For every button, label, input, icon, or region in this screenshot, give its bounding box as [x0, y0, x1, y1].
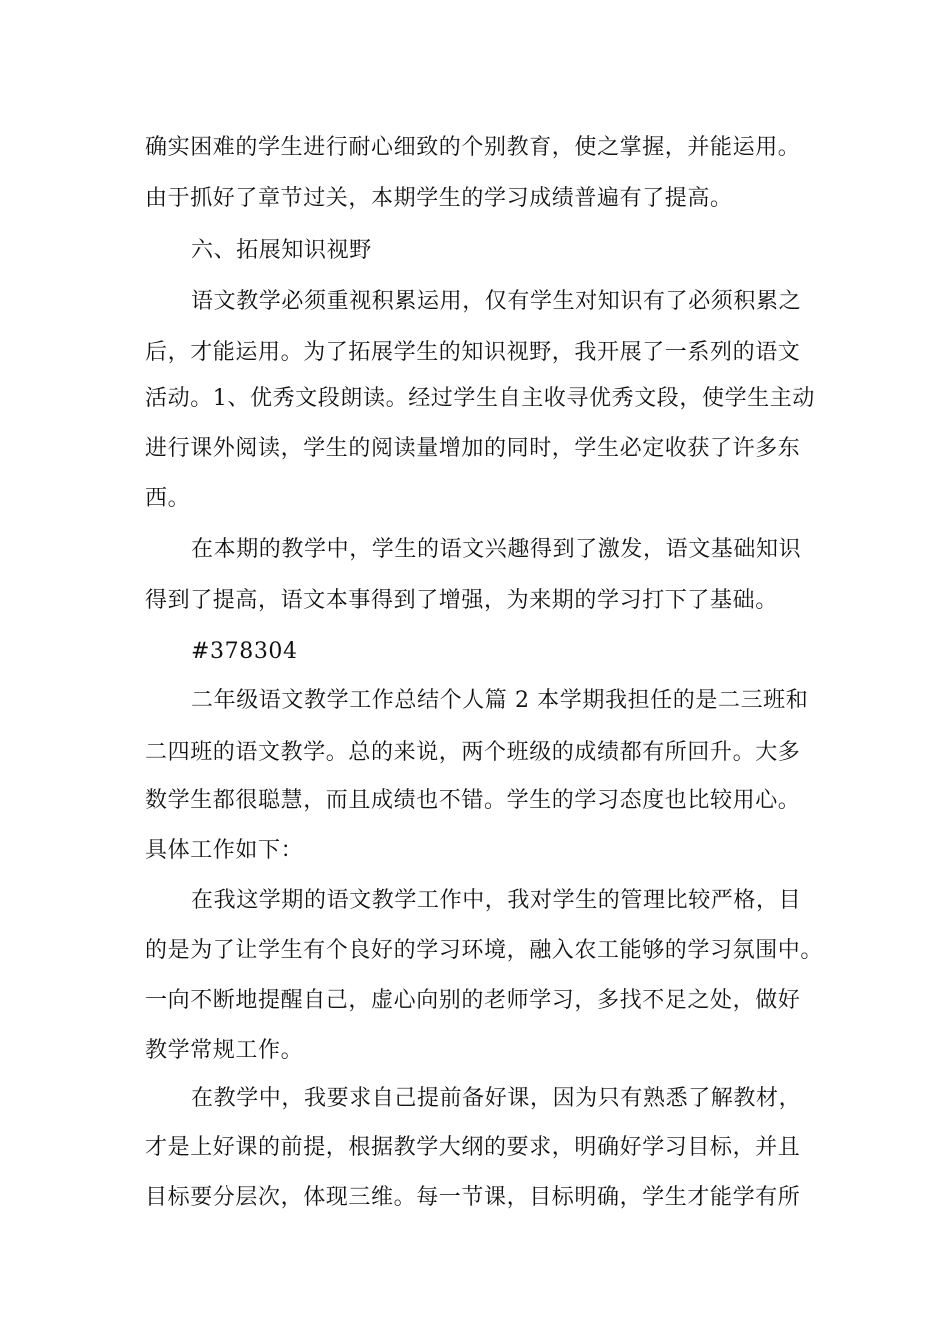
text-line: 具体工作如下：: [145, 838, 304, 863]
text-line: 一向不断地提醒自己，虚心向别的老师学习，多找不足之处，做好: [145, 988, 801, 1013]
text-line: 后，才能运用。为了拓展学生的知识视野，我开展了一系列的语文: [145, 340, 801, 365]
text-line: 二四班的语文教学。总的来说，两个班级的成绩都有所回升。大多: [145, 740, 801, 765]
text-line: 教学常规工作。: [145, 1038, 304, 1063]
text-line: 确实困难的学生进行耐心细致的个别教育，使之掌握，并能运用。: [145, 135, 801, 160]
text-line: 在我这学期的语文教学工作中，我对学生的管理比较严格，目: [191, 888, 802, 913]
text-line: 语文教学必须重视积累运用，仅有学生对知识有了必须积累之: [191, 289, 802, 314]
section-heading: 六、拓展知识视野: [191, 238, 372, 263]
text-line: 数学生都很聪慧，而且成绩也不错。学生的学习态度也比较用心。: [145, 788, 801, 813]
text-line: 活动。1、优秀文段朗读。经过学生自主收寻优秀文段，使学生主动: [145, 386, 815, 411]
text-line: 由于抓好了章节过关，本期学生的学习成绩普遍有了提高。: [145, 186, 733, 211]
text-line: 西。: [145, 486, 191, 511]
text-line: 的是为了让学生有个良好的学习环境，融入农工能够的学习氛围中。: [145, 938, 824, 963]
text-line: 在教学中，我要求自己提前备好课，因为只有熟悉了解教材，: [191, 1086, 802, 1111]
document-id: #378304: [191, 639, 298, 664]
text-line: 进行课外阅读，学生的阅读量增加的同时，学生必定收获了许多东: [145, 436, 801, 461]
text-line: 才是上好课的前提，根据教学大纲的要求，明确好学习目标，并且: [145, 1135, 801, 1160]
text-line: 二年级语文教学工作总结个人篇 2 本学期我担任的是二三班和: [191, 688, 809, 713]
text-line: 在本期的教学中，学生的语文兴趣得到了激发，语文基础知识: [191, 537, 802, 562]
text-line: 目标要分层次，体现三维。每一节课，目标明确，学生才能学有所: [145, 1185, 801, 1210]
text-line: 得到了提高，语文本事得到了增强，为来期的学习打下了基础。: [145, 588, 778, 613]
